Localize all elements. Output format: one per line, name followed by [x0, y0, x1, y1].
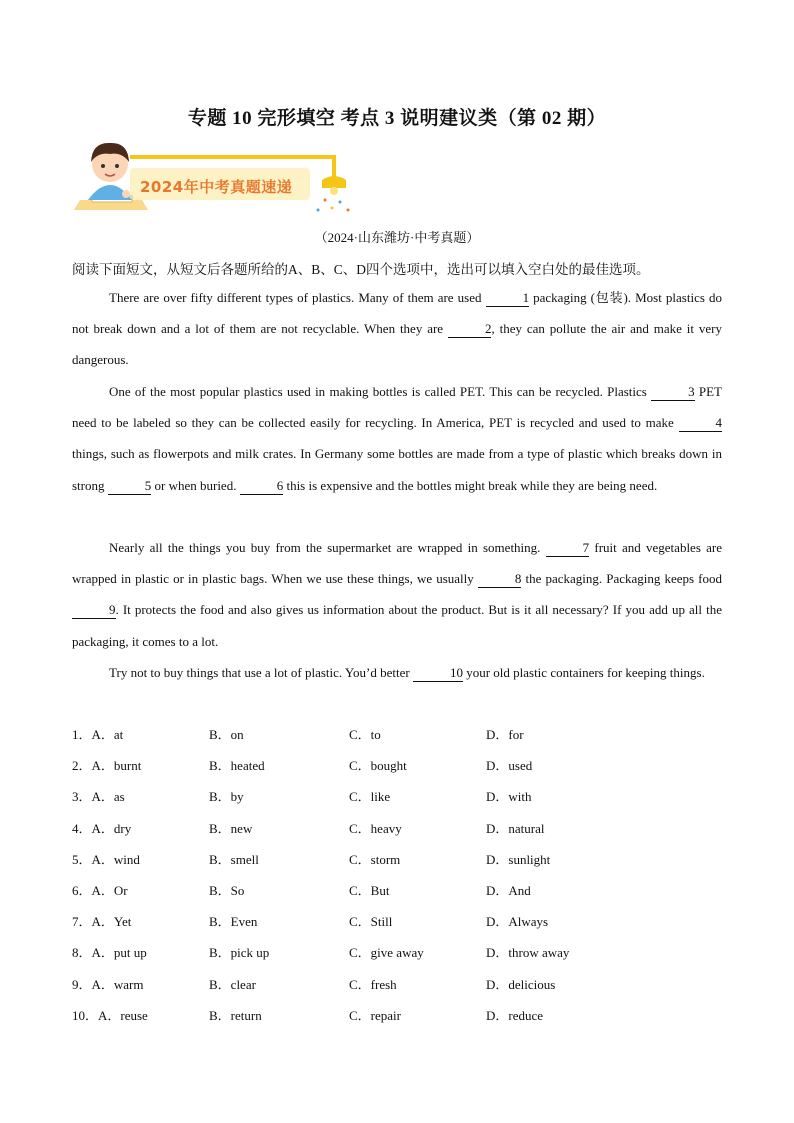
passage-text: the packaging. Packaging keeps food: [521, 571, 722, 587]
blank-5: 5: [108, 478, 152, 495]
option-row-8: [72, 942, 722, 973]
option-b: B．on: [209, 727, 244, 742]
option-b: B．heated: [209, 758, 265, 774]
passage-paragraph-3: [72, 532, 722, 657]
question-source: （2024·山东潍坊·中考真题）: [314, 230, 480, 245]
option-c: C．storm: [349, 851, 401, 867]
option-row-1: [72, 724, 722, 755]
passage-text: There are over fifty different types of plastics. Many of them are used: [109, 290, 486, 305]
option-d: D．used: [486, 758, 533, 774]
option-d: D．natural: [486, 820, 545, 836]
option-row-5: [72, 849, 722, 880]
option-row-6: [72, 880, 722, 911]
option-d: D．for: [486, 727, 524, 742]
option-c: C．like: [349, 789, 391, 805]
option-row-2: [72, 755, 722, 786]
passage-text: this is expensive and the bottles might break while they are being need.: [283, 477, 658, 493]
blank-3: 3: [651, 384, 695, 401]
passage-text: or when buried.: [151, 477, 240, 493]
option-a: 10．A．reuse: [72, 1007, 148, 1023]
passage-paragraph-4: [72, 657, 722, 688]
option-c: C．Still: [349, 914, 393, 930]
page-title: 专题 10 完形填空 考点 3 说明建议类（第 02 期）: [187, 108, 607, 129]
option-a: 3．A．as: [72, 789, 125, 805]
blank-4: 4: [679, 415, 723, 432]
blank-6: 6: [240, 478, 284, 495]
passage-text: your old plastic containers for keeping things.: [462, 665, 705, 680]
option-d: D．reduce: [486, 1007, 544, 1023]
banner-label: 2024年中考真题速递: [140, 178, 293, 196]
option-d: D．throw away: [486, 945, 570, 961]
option-c: C．fresh: [349, 976, 397, 992]
option-row-10: [72, 1005, 722, 1036]
option-a: 2．A．burnt: [72, 758, 142, 774]
passage-text: One of the most popular plastics used in making bottles is called PET. This can be recycled. Plastics: [109, 384, 652, 399]
option-d: D．delicious: [486, 976, 556, 992]
option-a: 9．A．warm: [72, 976, 144, 992]
option-row-4: [72, 818, 722, 849]
option-a: 1．A．at: [72, 727, 124, 742]
option-d: D．with: [486, 789, 532, 805]
option-c: C．heavy: [349, 820, 402, 836]
blank-10: 10: [413, 665, 463, 682]
option-b: B．by: [209, 789, 244, 805]
passage-paragraph-1: [72, 282, 722, 376]
passage-text: , they can pollute the air and make it very dangerous.: [72, 321, 722, 368]
passage-text: packaging (包装). Most plastics do not break down and a lot of them are not recyclable. When they are: [72, 290, 722, 337]
option-c: C．to: [349, 727, 381, 742]
option-b: B．new: [209, 820, 253, 836]
passage-text: Try not to buy things that use a lot of plastic. You’d better: [109, 665, 413, 680]
option-d: D．sunlight: [486, 851, 551, 867]
blank-8: 8: [478, 571, 522, 588]
blank-2: 2: [448, 321, 492, 338]
option-a: 6．A．Or: [72, 882, 128, 898]
option-a: 5．A．wind: [72, 851, 140, 867]
passage-text: . It protects the food and also gives us information about the product. But is it all necessary? If you add up all the packaging, it comes to a lot.: [72, 602, 722, 649]
option-a: 8．A．put up: [72, 945, 147, 961]
option-c: C．bought: [349, 758, 407, 774]
passage-text: things, such as flowerpots and milk crates. In Germany some bottles are made from a type of plastic which breaks down in strong: [72, 446, 722, 493]
option-b: B．pick up: [209, 945, 270, 961]
option-b: B．clear: [209, 976, 256, 992]
option-d: D．Always: [486, 914, 549, 930]
option-row-9: [72, 974, 722, 1005]
blank-1: 1: [486, 290, 530, 307]
option-b: B．Even: [209, 914, 258, 930]
option-d: D．And: [486, 882, 531, 898]
option-c: C．give away: [349, 945, 424, 961]
option-a: 4．A．dry: [72, 820, 132, 836]
option-c: C．repair: [349, 1007, 401, 1023]
passage-text: Nearly all the things you buy from the supermarket are wrapped in something.: [109, 540, 546, 555]
option-b: B．So: [209, 882, 245, 898]
passage-paragraph-2: [72, 376, 722, 501]
option-b: B．smell: [209, 851, 259, 867]
option-row-7: [72, 911, 722, 942]
options-list: [72, 724, 722, 1036]
blank-9: 9: [72, 602, 116, 619]
blank-7: 7: [546, 540, 590, 557]
option-a: 7．A．Yet: [72, 914, 132, 930]
option-row-3: [72, 786, 722, 817]
passage-text: fruit and vegetables are wrapped in plastic or in plastic bags. When we use these things, we usually: [72, 540, 722, 587]
passage-text: PET need to be labeled so they can be collected easily for recycling. In America, PET is recycled and used to make: [72, 384, 722, 431]
option-c: C．But: [349, 882, 390, 898]
instruction-text: 阅读下面短文，从短文后各题所给的A、B、C、D四个选项中，选出可以填入空白处的最佳选项。: [72, 262, 650, 277]
option-b: B．return: [209, 1007, 262, 1023]
